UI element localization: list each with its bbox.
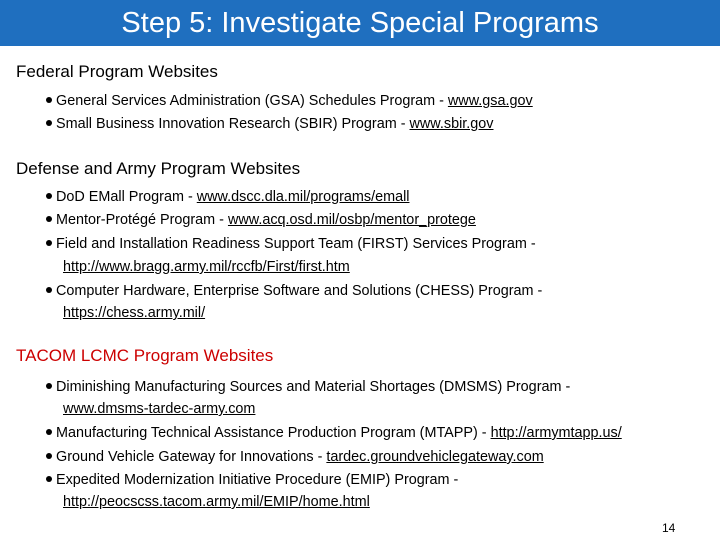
list-item [46,212,476,228]
link-ground-vehicle-gateway[interactable]: tardec.groundvehiclegateway.com [326,449,544,465]
bullet-icon [46,193,52,199]
section-heading-defense-army: Defense and Army Program Websites [16,159,301,178]
list-item [46,283,542,299]
item-text: Ground Vehicle Gateway for Innovations - [56,449,327,465]
item-text: Computer Hardware, Enterprise Software and Solutions (CHESS) Program - [56,283,543,299]
list-item-continuation [63,259,350,275]
bullet-icon [46,383,52,389]
list-item [46,425,622,441]
bullet-icon [46,120,52,126]
list-item-continuation [63,401,255,417]
list-item-continuation [63,305,205,321]
bullet-icon [46,287,52,293]
item-text: Mentor-Protégé Program - [56,212,228,228]
link-chess[interactable]: https://chess.army.mil/ [63,305,206,321]
slide-title: Step 5: Investigate Special Programs [121,6,599,39]
link-dmsms[interactable]: www.dmsms-tardec-army.com [63,401,256,417]
bullet-icon [46,97,52,103]
list-item [46,189,409,205]
list-item [46,472,458,488]
page-number: 14 [662,521,676,535]
link-emall[interactable]: www.dscc.dla.mil/programs/emall [196,189,410,205]
list-item [46,93,533,109]
list-item [46,116,494,132]
item-text: Small Business Innovation Research (SBIR) Program - [56,116,410,132]
link-mtapp[interactable]: http://armymtapp.us/ [490,425,622,441]
item-text: Field and Installation Readiness Support Team (FIRST) Services Program - [56,236,536,252]
section-heading-federal: Federal Program Websites [16,62,218,81]
bullet-icon [46,453,52,459]
section-heading-tacom: TACOM LCMC Program Websites [16,346,274,365]
list-item-continuation [63,494,370,510]
list-item [46,449,544,465]
item-text: Manufacturing Technical Assistance Production Program (MTAPP) - [56,425,491,441]
link-emip[interactable]: http://peocscss.tacom.army.mil/EMIP/home.html [63,494,370,510]
bullet-icon [46,476,52,482]
item-text: DoD EMall Program - [56,189,197,205]
link-mentor-protege[interactable]: www.acq.osd.mil/osbp/mentor_protege [227,212,476,228]
list-item [46,379,570,395]
item-text: General Services Administration (GSA) Schedules Program - [56,93,448,109]
link-gsa[interactable]: www.gsa.gov [447,93,533,109]
bullet-icon [46,216,52,222]
item-text: Diminishing Manufacturing Sources and Material Shortages (DMSMS) Program - [56,379,571,395]
list-item [46,236,536,252]
link-first[interactable]: http://www.bragg.army.mil/rccfb/First/first.htm [63,259,350,275]
bullet-icon [46,240,52,246]
link-sbir[interactable]: www.sbir.gov [409,116,494,132]
item-text: Expedited Modernization Initiative Procedure (EMIP) Program - [56,472,459,488]
bullet-icon [46,429,52,435]
